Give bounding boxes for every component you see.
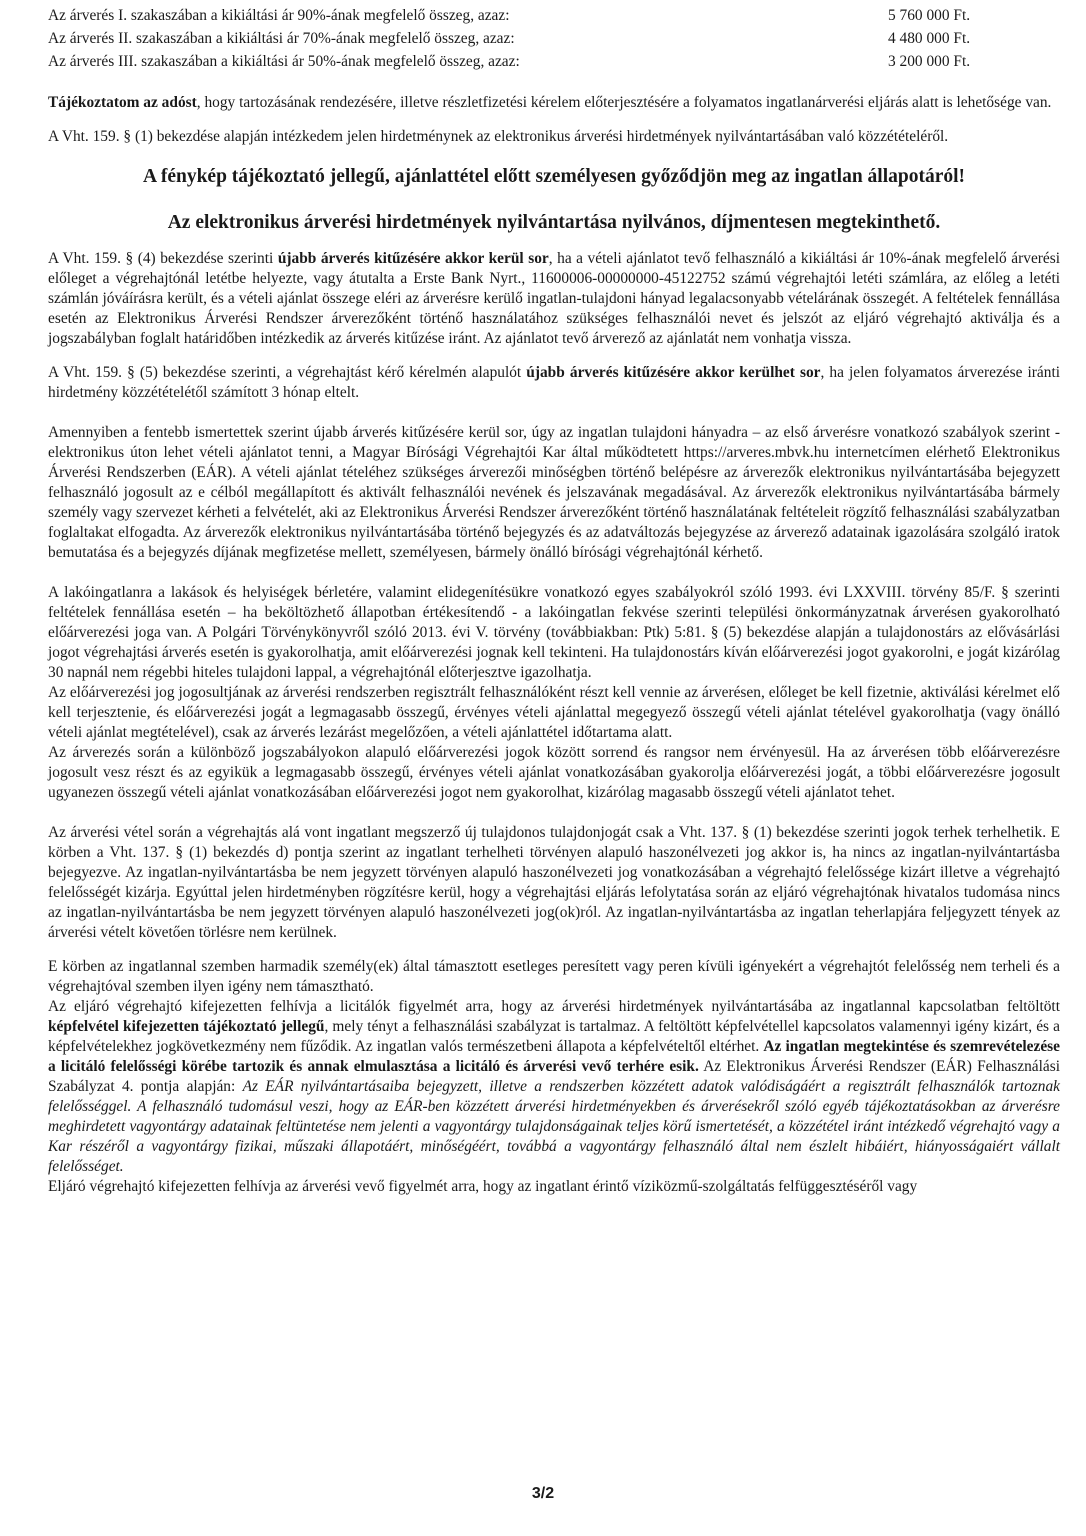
requested-auction-paragraph — [48, 363, 1060, 403]
new-auction-bold: újabb árverés kitűzésére akkor kerül sor — [277, 250, 549, 267]
photo-disclaimer-italic: Az EÁR nyilvántartásaiba bejegyzett, illetve a rendszerben közzétett adatok valódiságáért a regisztrált felhasználók tartoznak felelősséggel. A felhasználó tudomásul veszi, hogy az EÁR-ben közzétett árverési hirdetményekben és árverésekről szóló egyéb tájékoztatásokban az árverésre meghirdetett vagyontárgy adatainak feltüntetése nem jelenti a vagyontárgy tulajdonságainak teljes körű ismertetését, a közzététel iránt intézkedő végrehajtó vagy a Kar részéről a vagyontárgy fizikai, műszaki állapotáért, minőségéért, továbbá a vagyontárgy felhasználó által nem észlelt hibáiért, hiányosságaiért vállalt felelősséget. — [48, 1078, 1060, 1175]
auction-row-label: Az árverés II. szakaszában a kikiáltási ár 70%-ának megfelelő összeg, azaz: — [48, 30, 515, 47]
auction-row-value: 4 480 000 Ft. — [888, 30, 971, 47]
document-page — [48, 4, 1060, 1197]
registry-public-heading: Az elektronikus árverési hirdetmények nyilvántartása nyilvános, díjmentesen megtekinthető. — [167, 212, 941, 233]
auction-row-label: Az árverés I. szakaszában a kikiáltási ár 90%-ának megfelelő összeg, azaz: — [48, 7, 510, 24]
pre-emption-participation-paragraph: Az előárverezési jog jogosultjának az árverési rendszerben regisztrált felhasználóként részt kell vennie az árverésen, előleget be kell fizetnie, aktiválási kérelmet elő kell terjesztenie, és előárverezési jogát a legmagasabb összegű, érvényes vételi ajánlattal megegyező összegű vételi ajánlat tételével gyakorolhatja (vagy önálló vételi ajánlat megtételével), csak az árverés lezárást megelőzően, a vételi ajánlattétel időtartama alatt. — [48, 684, 1060, 741]
photo-disclaimer-text-a: Az eljáró végrehajtó kifejezetten felhívja a licitálók figyelmét arra, hogy az árverési hirdetmények nyilvántartásába az ingatlannal kapcsolatban feltöltött — [48, 998, 1060, 1015]
photo-disclaimer-text-b: , mely tényt a felhasználási szabályzat is tartalmaz. A feltöltött képfelvétellel kapcsolatos valamennyi igény kizárt, és a képfelvételekhez jogkövetkezmény nem fűződik. Az ingatlan valós természetbeni állapota a képfelvételtől eltérhet. — [48, 1018, 1060, 1055]
auction-row — [48, 4, 1060, 27]
auction-row-value: 5 760 000 Ft. — [888, 7, 971, 24]
new-auction-text-a: A Vht. 159. § (4) bekezdése szerinti — [48, 250, 278, 267]
auction-row-value: 3 200 000 Ft. — [888, 53, 971, 70]
auction-row — [48, 50, 1060, 73]
debtor-notice-paragraph — [48, 93, 1060, 113]
water-utility-paragraph: Eljáró végrehajtó kifejezetten felhívja az árverési vevő figyelmét arra, hogy az ingatlant érintő víziközmű-szolgáltatás felfüggesztéséről vagy — [48, 1178, 918, 1195]
photo-notice-heading: A fénykép tájékoztató jellegű, ajánlattétel előtt személyesen győződjön meg az ingatlan állapotáról! — [142, 166, 966, 187]
photo-disclaimer-bold-1: képfelvétel kifejezetten tájékoztató jellegű — [48, 1018, 325, 1035]
third-party-claims-paragraph: E körben az ingatlannal szemben harmadik személy(ek) által támasztott esetleges peresített vagy peren kívüli igényekért a végrehajtót felelősség nem terheli és a végrehajtóval szemben ilyen igény nem támasztható. — [48, 958, 1060, 995]
auction-row-label: Az árverés III. szakaszában a kikiáltási ár 50%-ának megfelelő összeg, azaz: — [48, 53, 520, 70]
requested-auction-text-b: , ha jelen folyamatos árverezése iránti hirdetmény közzétételétől számított 3 hónap eltelt. — [48, 364, 1060, 401]
debtor-notice-bold: Tájékoztatom az adóst — [48, 94, 197, 111]
debtor-notice-text: , hogy tartozásának rendezésére, illetve részletfizetési kérelem előterjesztésére a folyamatos ingatlanárverési eljárás alatt is lehetősége van. — [196, 94, 1052, 111]
auction-price-table — [48, 4, 1060, 73]
electronic-bidding-paragraph: Amennyiben a fentebb ismertettek szerint újabb árverés kitűzésére kerül sor, úgy az ingatlan tulajdoni hányadra – az első árverésre vonatkozó szabályok szerint - elektronikus úton lehet vételi ajánlatot tenni, a Magyar Bírósági Végrehajtói Kar által működtetett https://arveres.mbvk.hu internetcímen elérhető Elektronikus Árverési Rendszerben (EÁR). A vételi ajánlat tételéhez szükséges árverezői minőségben történő belépésre az árverezők elektronikus nyilvántartásába bejegyzett felhasználó jogosult az e célból megállapított és aktivált felhasználói nevének és jelszavának megadásával. Az árverezők elektronikus nyilvántartásába bármely személy vagy szervezet kérheti a felvételét, aki az Elektronikus Árverési Rendszer árverezőként történő használatának feltételeit rögzítő felhasználási szabályzatban foglaltakat elfogadta. Az árverezők elektronikus nyilvántartásába történő bejegyzés és az adatváltozás bejegyzése az árverező adatainak igazolására szolgáló iratok bemutatása és a bejegyzés díjának megfizetése mellett, személyesen, bármely önálló bírósági végrehajtónál kérhető. — [48, 424, 1060, 561]
photo-disclaimer-bold-2: Az ingatlan megtekintése és szemrevételezése a licitáló felelősségi körébe tartozik és annak elmulasztása a licitáló és árverési vevő terhére esik. — [48, 1038, 1060, 1075]
new-auction-text-b: , ha a vételi ajánlatot tevő felhasználó a kikiáltási ár 10%-ának megfelelő árverési előleget a végrehajtónál letétbe helyezte, vagy átutalta a Erste Bank Nyrt., 11600006-00000000-45122752 számú végrehajtói letéti számlára, az előleg a letéti számlán jóváírásra került, és a vételi ajánlat összege eléri az árverésre kerülő ingatlan-tulajdoni hányad legalacsonyabb vételárának összegét. A feltételek fennállása esetén az Elektronikus Árverési Rendszer árverezőként történő használatához szükséges felhasználói nevet és jelszót az eljáró végrehajtó aktiválja és a jogszabályban foglalt határidőben intézkedik az árverés kitűzése iránt. Az ajánlatot tevő árverező az ajánlatát nem vonhatja vissza. — [48, 250, 1060, 347]
requested-auction-bold: újabb árverés kitűzésére akkor kerülhet sor — [526, 364, 821, 381]
publication-paragraph: A Vht. 159. § (1) bekezdése alapján intézkedem jelen hirdetménynek az elektronikus árverési hirdetmények nyilvántartásában való közzétételéről. — [48, 128, 949, 145]
pre-emption-order-paragraph: Az árverezés során a különböző jogszabályokon alapuló előárverezési jogok között sorrend és rangsor nem érvényesül. Ha az árverésen több előárverezésre jogosult vesz részt és az egyikük a legmagasabb összegű, érvényes vételi ajánlat vonatkozásában gyakorolja előárverezési jogát, a többi előárverezésre jogosult ugyanezen összegű vételi ajánlat vonatkozásában előárverezési jogot nem gyakorolhat, kizárólag magasabb összegű vételi ajánlatot tehet. — [48, 744, 1060, 801]
pre-emption-paragraph: A lakóingatlanra a lakások és helyiségek bérletére, valamint elidegenítésükre vonatkozó egyes szabályokról szóló 1993. évi LXXVIII. törvény 85/F. § szerinti feltételek fennállása esetén – ha beköltözhető állapotban értékesítendő - a lakóingatlan fekvése szerinti települési önkormányzatnak árverésen gyakorolható előárverezési joga van. A Polgári Törvénykönyvről szóló 2013. évi V. törvény (továbbiakban: Ptk) 5:81. § (5) bekezdése alapján a tulajdonostárs az elővásárlási jogot végrehajtási árverés esetén is gyakorolhatja, amit előárverezési jognak kell tekinteni. Ha tulajdonostárs kíván előárverezési jogot gyakorolni, e jogát kizárólag 30 napnál nem régebbi hiteles tulajdoni lappal, a végrehajtónál előterjesztve igazolhatja. — [48, 584, 1060, 681]
photo-disclaimer-text-c: Az Elektronikus Árverési Rendszer (EÁR) Felhasználási Szabályzat 4. pontja alapján: — [48, 1058, 1060, 1095]
new-auction-paragraph — [48, 249, 1060, 349]
requested-auction-text-a: A Vht. 159. § (5) bekezdése szerinti, a végrehajtást kérő kérelmén alapulót — [48, 364, 527, 381]
page-number: 3/2 — [531, 1485, 555, 1502]
photo-disclaimer-paragraph — [48, 997, 1060, 1177]
encumbrance-paragraph: Az árverési vétel során a végrehajtás alá vont ingatlant megszerző új tulajdonos tulajdonjogát csak a Vht. 137. § (1) bekezdése szerinti jogok terhek terhelhetik. E körben a Vht. 137. § (1) bekezdés d) pontja szerint az ingatlant terhelheti törvényen alapuló haszonélvezeti jog akkor is, ha nincs az ingatlan-nyilvántartásba bejegyezve. Az ingatlan-nyilvántartásba be nem jegyzett törvényen alapuló haszonélvezeti jog vonatkozásában a végrehajtó felelőssége kizárt illetve a végrehajtó felelősségét kizárja. Egyúttal jelen hirdetményben rögzítésre kerül, hogy a végrehajtási eljárás lefolytatása során az eljáró végrehajtónak hivatalos tudomása nincs az ingatlan-nyilvántartásba be nem jegyzett törvényen alapuló haszonélvezeti jog(ok)ról. Az ingatlan-nyilvántartásba az ingatlan teherlapjára feljegyzett tények az árverési vételt követően törlésre nem kerülnek. — [48, 824, 1060, 941]
auction-row — [48, 27, 1060, 50]
